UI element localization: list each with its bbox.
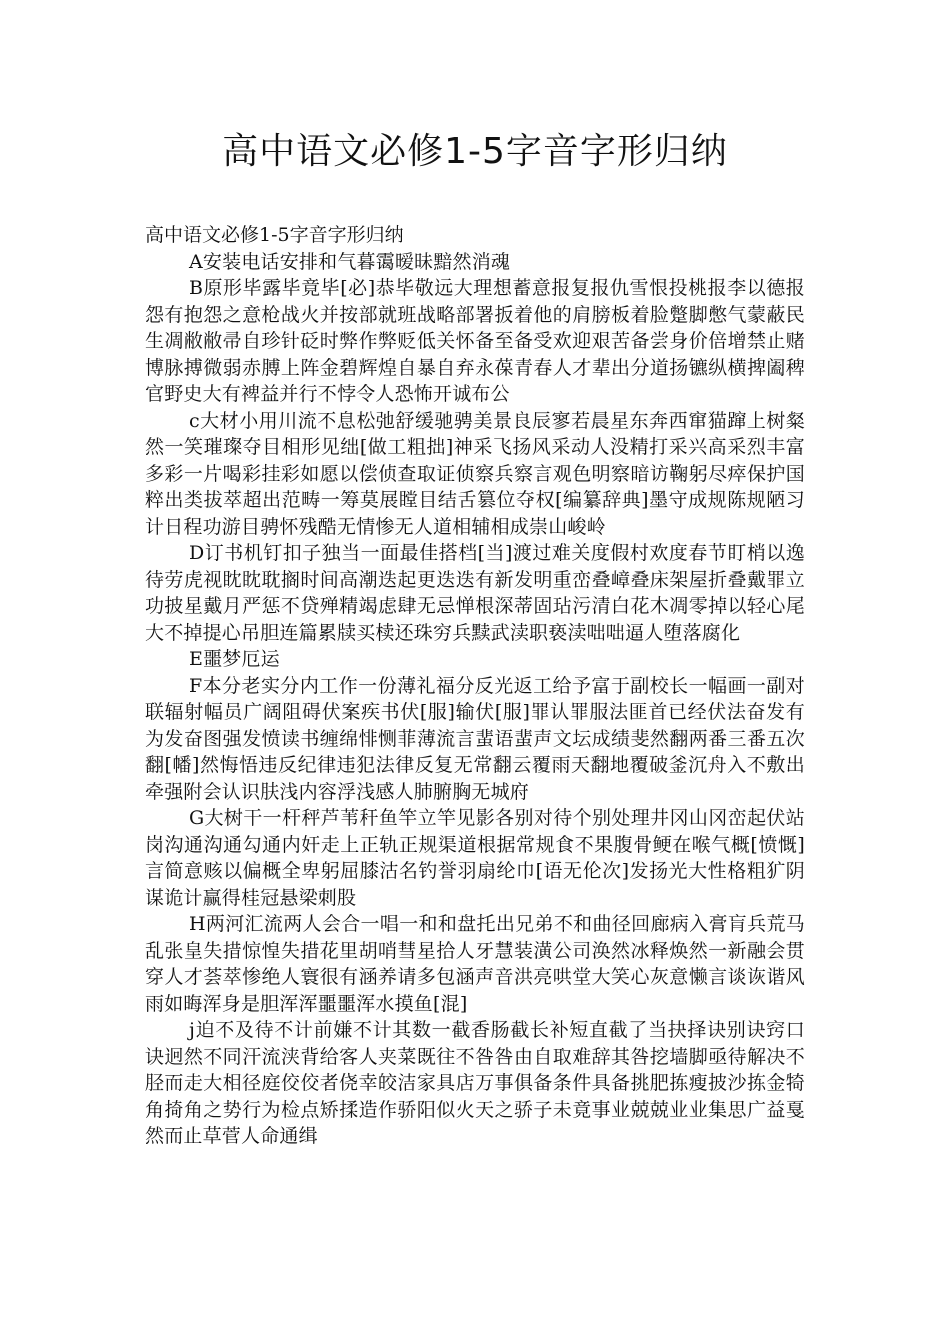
paragraph-d: D订书机钉扣子独当一面最佳搭档[当]渡过难关度假村欢度春节盯梢以逸待劳虎视眈眈耽搁时间高潮迭起更迭迭有新发明重峦叠嶂叠床架屋折叠戴罪立功披星戴月严惩不贷殚精竭虑肆无忌惮根深蒂固玷污清白花木凋零掉以轻心尾大不掉提心吊胆连篇累牍买椟还珠穷兵黩武渎职亵渎咄咄逼人堕落腐化 (145, 542, 805, 644)
document-title: 高中语文必修1-5字音字形归纳 (222, 131, 728, 172)
paragraph-e: E噩梦厄运 (189, 648, 280, 670)
document-subtitle: 高中语文必修1-5字音字形归纳 (145, 224, 404, 246)
paragraph-j: j迫不及待不计前嫌不计其数一截香肠截长补短直截了当抉择诀别诀窍口诀迥然不同汗流浃背给客人夹菜既往不咎咎由自取难辞其咎挖墙脚亟待解决不胫而走大相径庭佼佼者侥幸皎洁家具店万事俱备条件具备挑肥拣瘦披沙拣金犄角掎角之势行为检点矫揉造作骄阳似火天之骄子未竟事业兢兢业业集思广益戛然而止草菅人命通缉 (145, 1019, 805, 1147)
paragraph-c: c大材小用川流不息松弛舒缓驰骋美景良辰寥若晨星东奔西窜猫蹿上树粲然一笑璀璨夺目相形见绌[做工粗拙]神采飞扬风采动人没精打采兴高采烈丰富多彩一片喝彩挂彩如愿以偿侦查取证侦察兵察言观色明察暗访鞠躬尽瘁保护国粹出类拔萃超出范畴一筹莫展瞠目结舌篡位夺权[编纂辞典]墨守成规陈规陋习计日程功游目骋怀残酷无情惨无人道相辅相成崇山峻岭 (145, 409, 805, 538)
paragraph-g: G大树干一杆秤芦苇秆鱼竿立竿见影各别对待个别处理井冈山冈峦起伏站岗沟通沟通勾通内奸走上正轨正规渠道根据常规食不果腹骨鲠在喉气概[愤慨]言简意赅以偏概全卑躬屈膝沽名钓誉羽扇纶巾[语无伦次]发扬光大性格粗犷阴谋诡计赢得桂冠悬梁刺股 (145, 807, 805, 909)
paragraph-b: B原形毕露毕竟毕[必]恭毕敬远大理想蓄意报复报仇雪恨投桃报李以德报怨有抱怨之意枪战火并按部就班战略部署扳着他的肩膀板着脸蹩脚憋气蒙蔽民生凋敝敝帚自珍针砭时弊作弊贬低关怀备至备受欢迎艰苦备尝身价倍增禁止赌博脉搏微弱赤膊上阵金碧辉煌自暴自弃永葆青春人才辈出分道扬镳纵横捭阖稗官野史大有裨益并行不悖令人恐怖开诚布公 (145, 277, 805, 405)
paragraph-f: F本分老实分内工作一份薄礼福分反光返工给予富于副校长一幅画一副对联辐射幅员广阔阻碍伏案疾书伏[服]输伏[服]罪认罪服法匪首已经伏法奋发有为发奋图强发愤读书缠绵悱恻菲薄流言蜚语蜚声文坛成绩斐然翻两番三番五次翻[幡]然悔悟违反纪律违犯法律反复无常翻云覆雨天翻地覆破釜沉舟入不敷出牵强附会认识肤浅内容浮浅感人肺腑胸无城府 (145, 674, 805, 803)
document-body (145, 222, 805, 1150)
paragraph-h: H两河汇流两人会合一唱一和和盘托出兄弟不和曲径回廊病入膏肓兵荒马乱张皇失措惊惶失措花里胡哨彗星拾人牙慧装潢公司涣然冰释焕然一新融会贯穿人才荟萃惨绝人寰很有涵养请多包涵声音洪亮哄堂大笑心灰意懒言谈诙谐风雨如晦浑身是胆浑浑噩噩浑水摸鱼[混] (145, 913, 805, 1015)
paragraph-a: A安装电话安排和气暮霭暧昧黯然消魂 (189, 250, 511, 273)
